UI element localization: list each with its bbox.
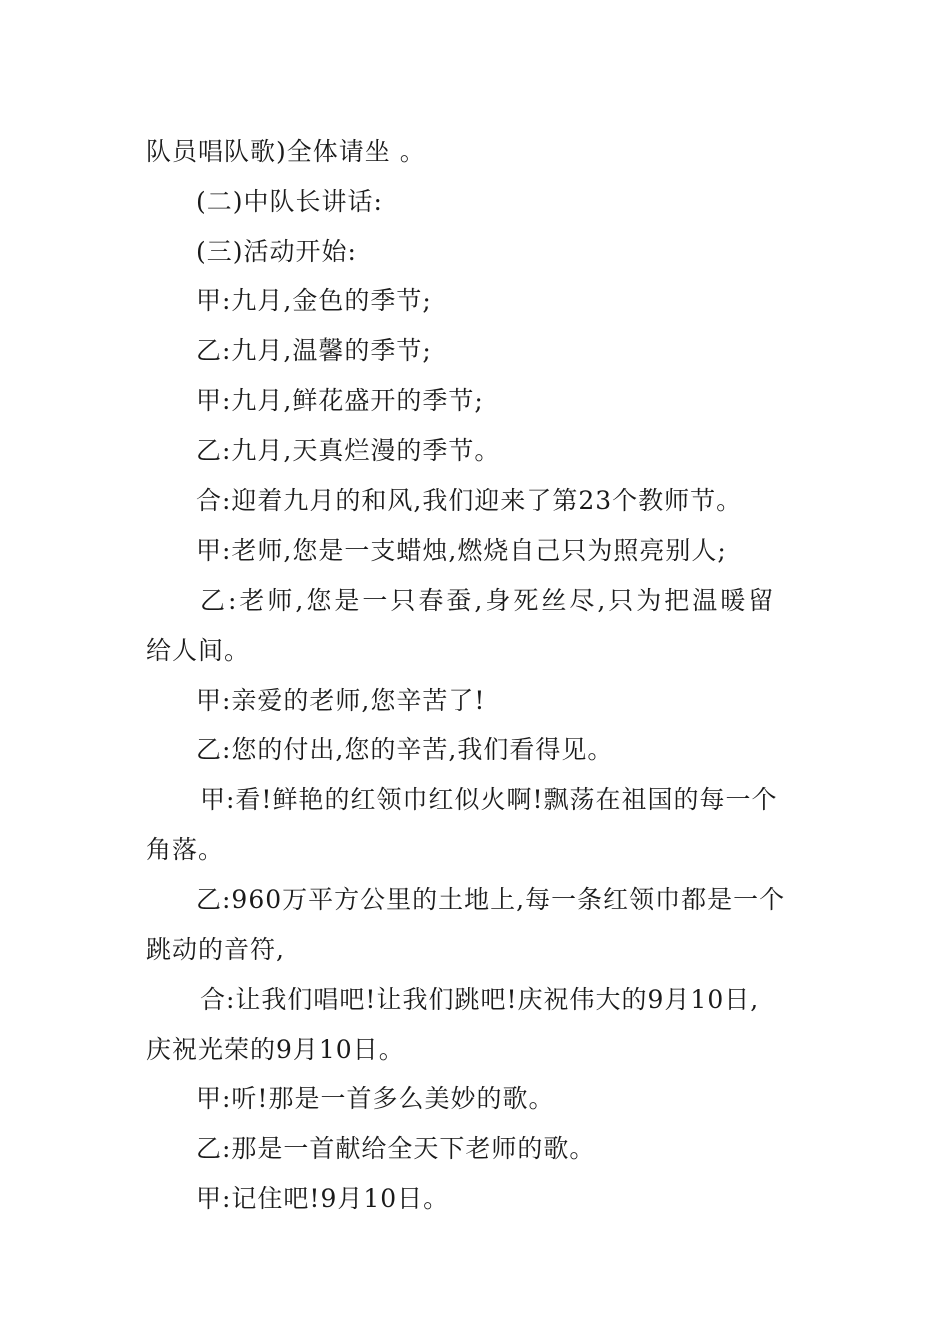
text-line: 甲:亲爱的老师,您辛苦了! (196, 686, 486, 715)
text-line: 乙:您的付出,您的辛苦,我们看得见。 (196, 735, 614, 764)
text-line: 跳动的音符, (146, 935, 285, 964)
text-line: 给人间。 (146, 636, 251, 665)
text-line: 甲:九月,鲜花盛开的季节; (196, 386, 484, 415)
text-line: 甲:看!鲜艳的红领巾红似火啊!飘荡在祖国的每一个 (200, 785, 778, 814)
text-line: 队员唱队歌)全体请坐 。 (146, 137, 426, 166)
text-line: 乙:九月,天真烂漫的季节。 (196, 436, 501, 465)
text-line: (二)中队长讲话: (196, 187, 383, 216)
text-line: (三)活动开始: (196, 237, 357, 266)
text-line: 合:迎着九月的和风,我们迎来了第23个教师节。 (196, 486, 743, 515)
text-line: 乙:那是一首献给全天下老师的歌。 (196, 1134, 596, 1163)
text-line: 庆祝光荣的9月10日。 (146, 1035, 405, 1064)
text-line: 甲:听!那是一首多么美妙的歌。 (196, 1084, 555, 1113)
text-line: 角落。 (146, 835, 225, 864)
text-line: 甲:老师,您是一支蜡烛,燃烧自己只为照亮别人; (196, 536, 727, 565)
text-line: 合:让我们唱吧!让我们跳吧!庆祝伟大的9月10日, (200, 985, 760, 1014)
text-line: 乙:老师,您是一只春蚕,身死丝尽,只为把温暖留 (200, 586, 777, 615)
text-line: 乙:960万平方公里的土地上,每一条红领巾都是一个 (196, 885, 786, 914)
text-line: 甲:九月,金色的季节; (196, 286, 432, 315)
text-line: 乙:九月,温馨的季节; (196, 336, 432, 365)
text-line: 甲:记住吧!9月10日。 (196, 1184, 450, 1213)
